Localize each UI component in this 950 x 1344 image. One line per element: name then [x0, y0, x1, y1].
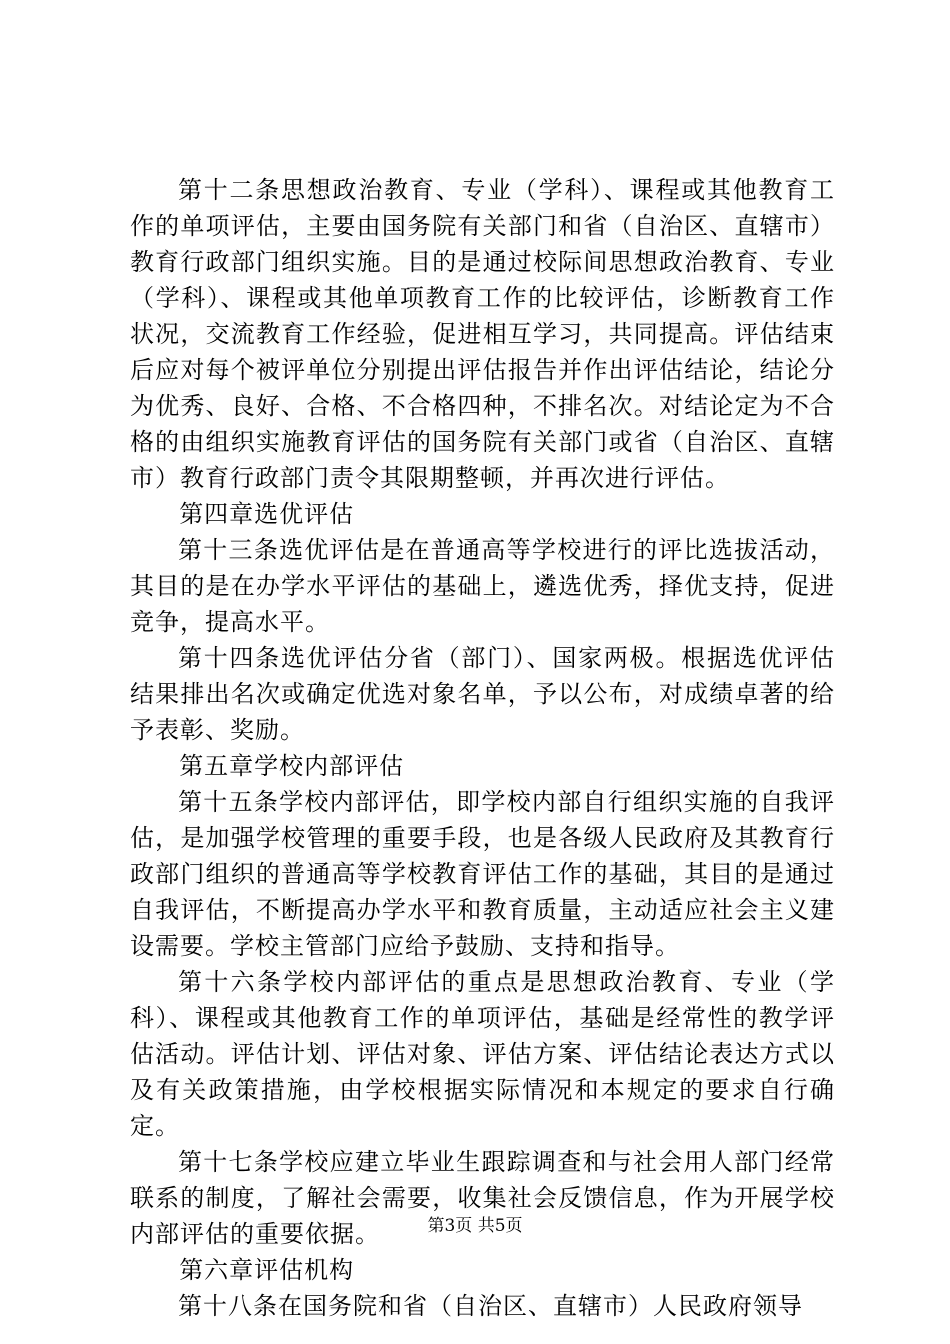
article-14: 第十四条选优评估分省（部门）、国家两极。根据选优评估结果排出名次或确定优选对象名单，予以公布，对成绩卓著的给予表彰、奖励。 — [130, 644, 835, 744]
document-body — [130, 172, 835, 1324]
article-18: 第十八条在国务院和省（自治区、直辖市）人民政府领导 — [178, 1292, 803, 1320]
article-13: 第十三条选优评估是在普通高等学校进行的评比选拔活动，其目的是在办学水平评估的基础上，遴选优秀，择优支持，促进竞争，提高水平。 — [130, 536, 835, 636]
article-15: 第十五条学校内部评估，即学校内部自行组织实施的自我评估，是加强学校管理的重要手段，也是各级人民政府及其教育行政部门组织的普通高等学校教育评估工作的基础，其目的是通过自我评估，不断提高办学水平和教育质量，主动适应社会主义建设需要。学校主管部门应给予鼓励、支持和指导。 — [130, 788, 835, 960]
chapter-heading-6: 第六章评估机构 — [179, 1256, 355, 1284]
chapter-heading-5: 第五章学校内部评估 — [179, 752, 405, 780]
page-number: 第3页 共5页 — [427, 1216, 523, 1236]
chapter-heading-4: 第四章选优评估 — [179, 500, 355, 528]
article-17: 第十七条学校应建立毕业生跟踪调查和与社会用人部门经常联系的制度，了解社会需要，收集社会反馈信息，作为开展学校内部评估的重要依据。 — [130, 1148, 835, 1248]
page-footer — [0, 1215, 950, 1237]
article-16: 第十六条学校内部评估的重点是思想政治教育、专业（学科）、课程或其他教育工作的单项评估，基础是经常性的教学评估活动。评估计划、评估对象、评估方案、评估结论表达方式以及有关政策措施，由学校根据实际情况和本规定的要求自行确定。 — [130, 968, 835, 1140]
article-12: 第十二条思想政治教育、专业（学科）、课程或其他教育工作的单项评估，主要由国务院有关部门和省（自治区、直辖市）教育行政部门组织实施。目的是通过校际间思想政治教育、专业（学科）、课程或其他单项教育工作的比较评估，诊断教育工作状况，交流教育工作经验，促进相互学习，共同提高。评估结束后应对每个被评单位分别提出评估报告并作出评估结论，结论分为优秀、良好、合格、不合格四种，不排名次。对结论定为不合格的由组织实施教育评估的国务院有关部门或省（自治区、直辖市）教育行政部门责令其限期整顿，并再次进行评估。 — [130, 176, 835, 492]
